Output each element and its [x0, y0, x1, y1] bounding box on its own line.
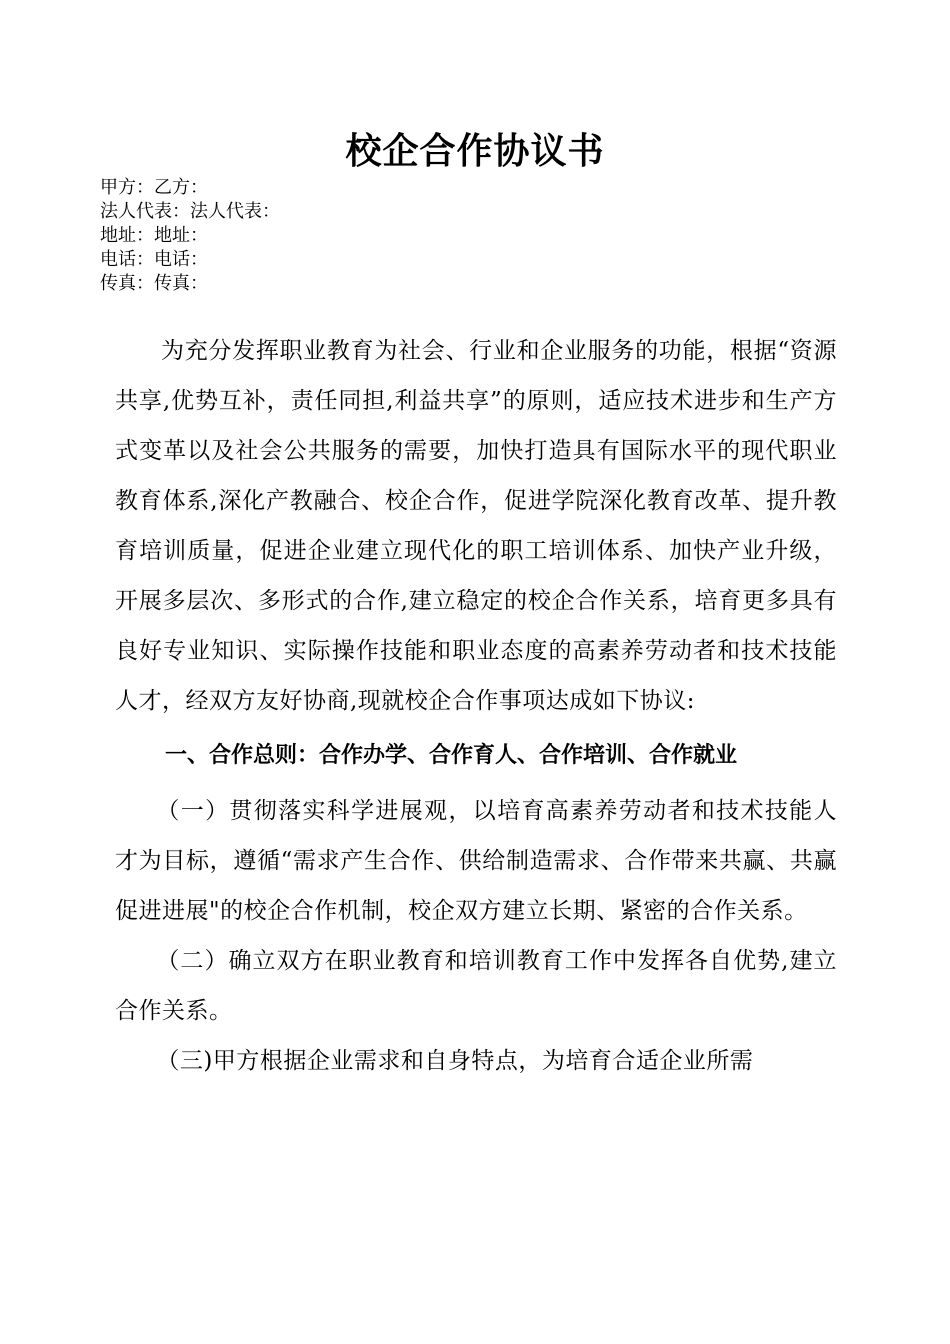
- clause-paragraph-1: （一）贯彻落实科学进展观，以培育高素养劳动者和技术技能人才为目标，遵循“需求产生合作、供给制造需求、合作带来共赢、共赢促进进展"的校企合作机制，校企双方建立长期、紧密的合作关系。: [115, 798, 837, 924]
- party-line-party-names: 甲方：乙方：: [100, 177, 208, 198]
- section-heading-general-principles: 一、合作总则：合作办学、合作育人、合作培训、合作就业: [165, 743, 738, 768]
- party-line-phone: 电话：电话：: [100, 249, 208, 270]
- clause-paragraph-2: （二）确立双方在职业教育和培训教育工作中发挥各自优势,建立合作关系。: [115, 948, 837, 1024]
- party-line-address: 地址：地址：: [100, 225, 208, 246]
- clause-paragraph-3: （三)甲方根据企业需求和自身特点，为培育合适企业所需: [156, 1048, 754, 1074]
- document-body: [115, 326, 837, 1086]
- party-line-fax: 传真：传真：: [100, 273, 208, 294]
- intro-paragraph: 为充分发挥职业教育为社会、行业和企业服务的功能，根据“资源共享,优势互补，责任同担,利益共享”的原则，适应技术进步和生产方式变革以及社会公共服务的需要，加快打造具有国际水平的现代职业教育体系,深化产教融合、校企合作，促进学院深化教育改革、提升教育培训质量，促进企业建立现代化的职工培训体系、加快产业升级，开展多层次、多形式的合作,建立稳定的校企合作关系，培育更多具有良好专业知识、实际操作技能和职业态度的高素养劳动者和技术技能人才，经双方友好协商,现就校企合作事项达成如下协议:: [115, 338, 837, 714]
- party-line-legal-representative: 法人代表：法人代表：: [100, 201, 280, 222]
- document-title: 校企合作协议书: [345, 131, 605, 172]
- party-info-block: [100, 176, 800, 296]
